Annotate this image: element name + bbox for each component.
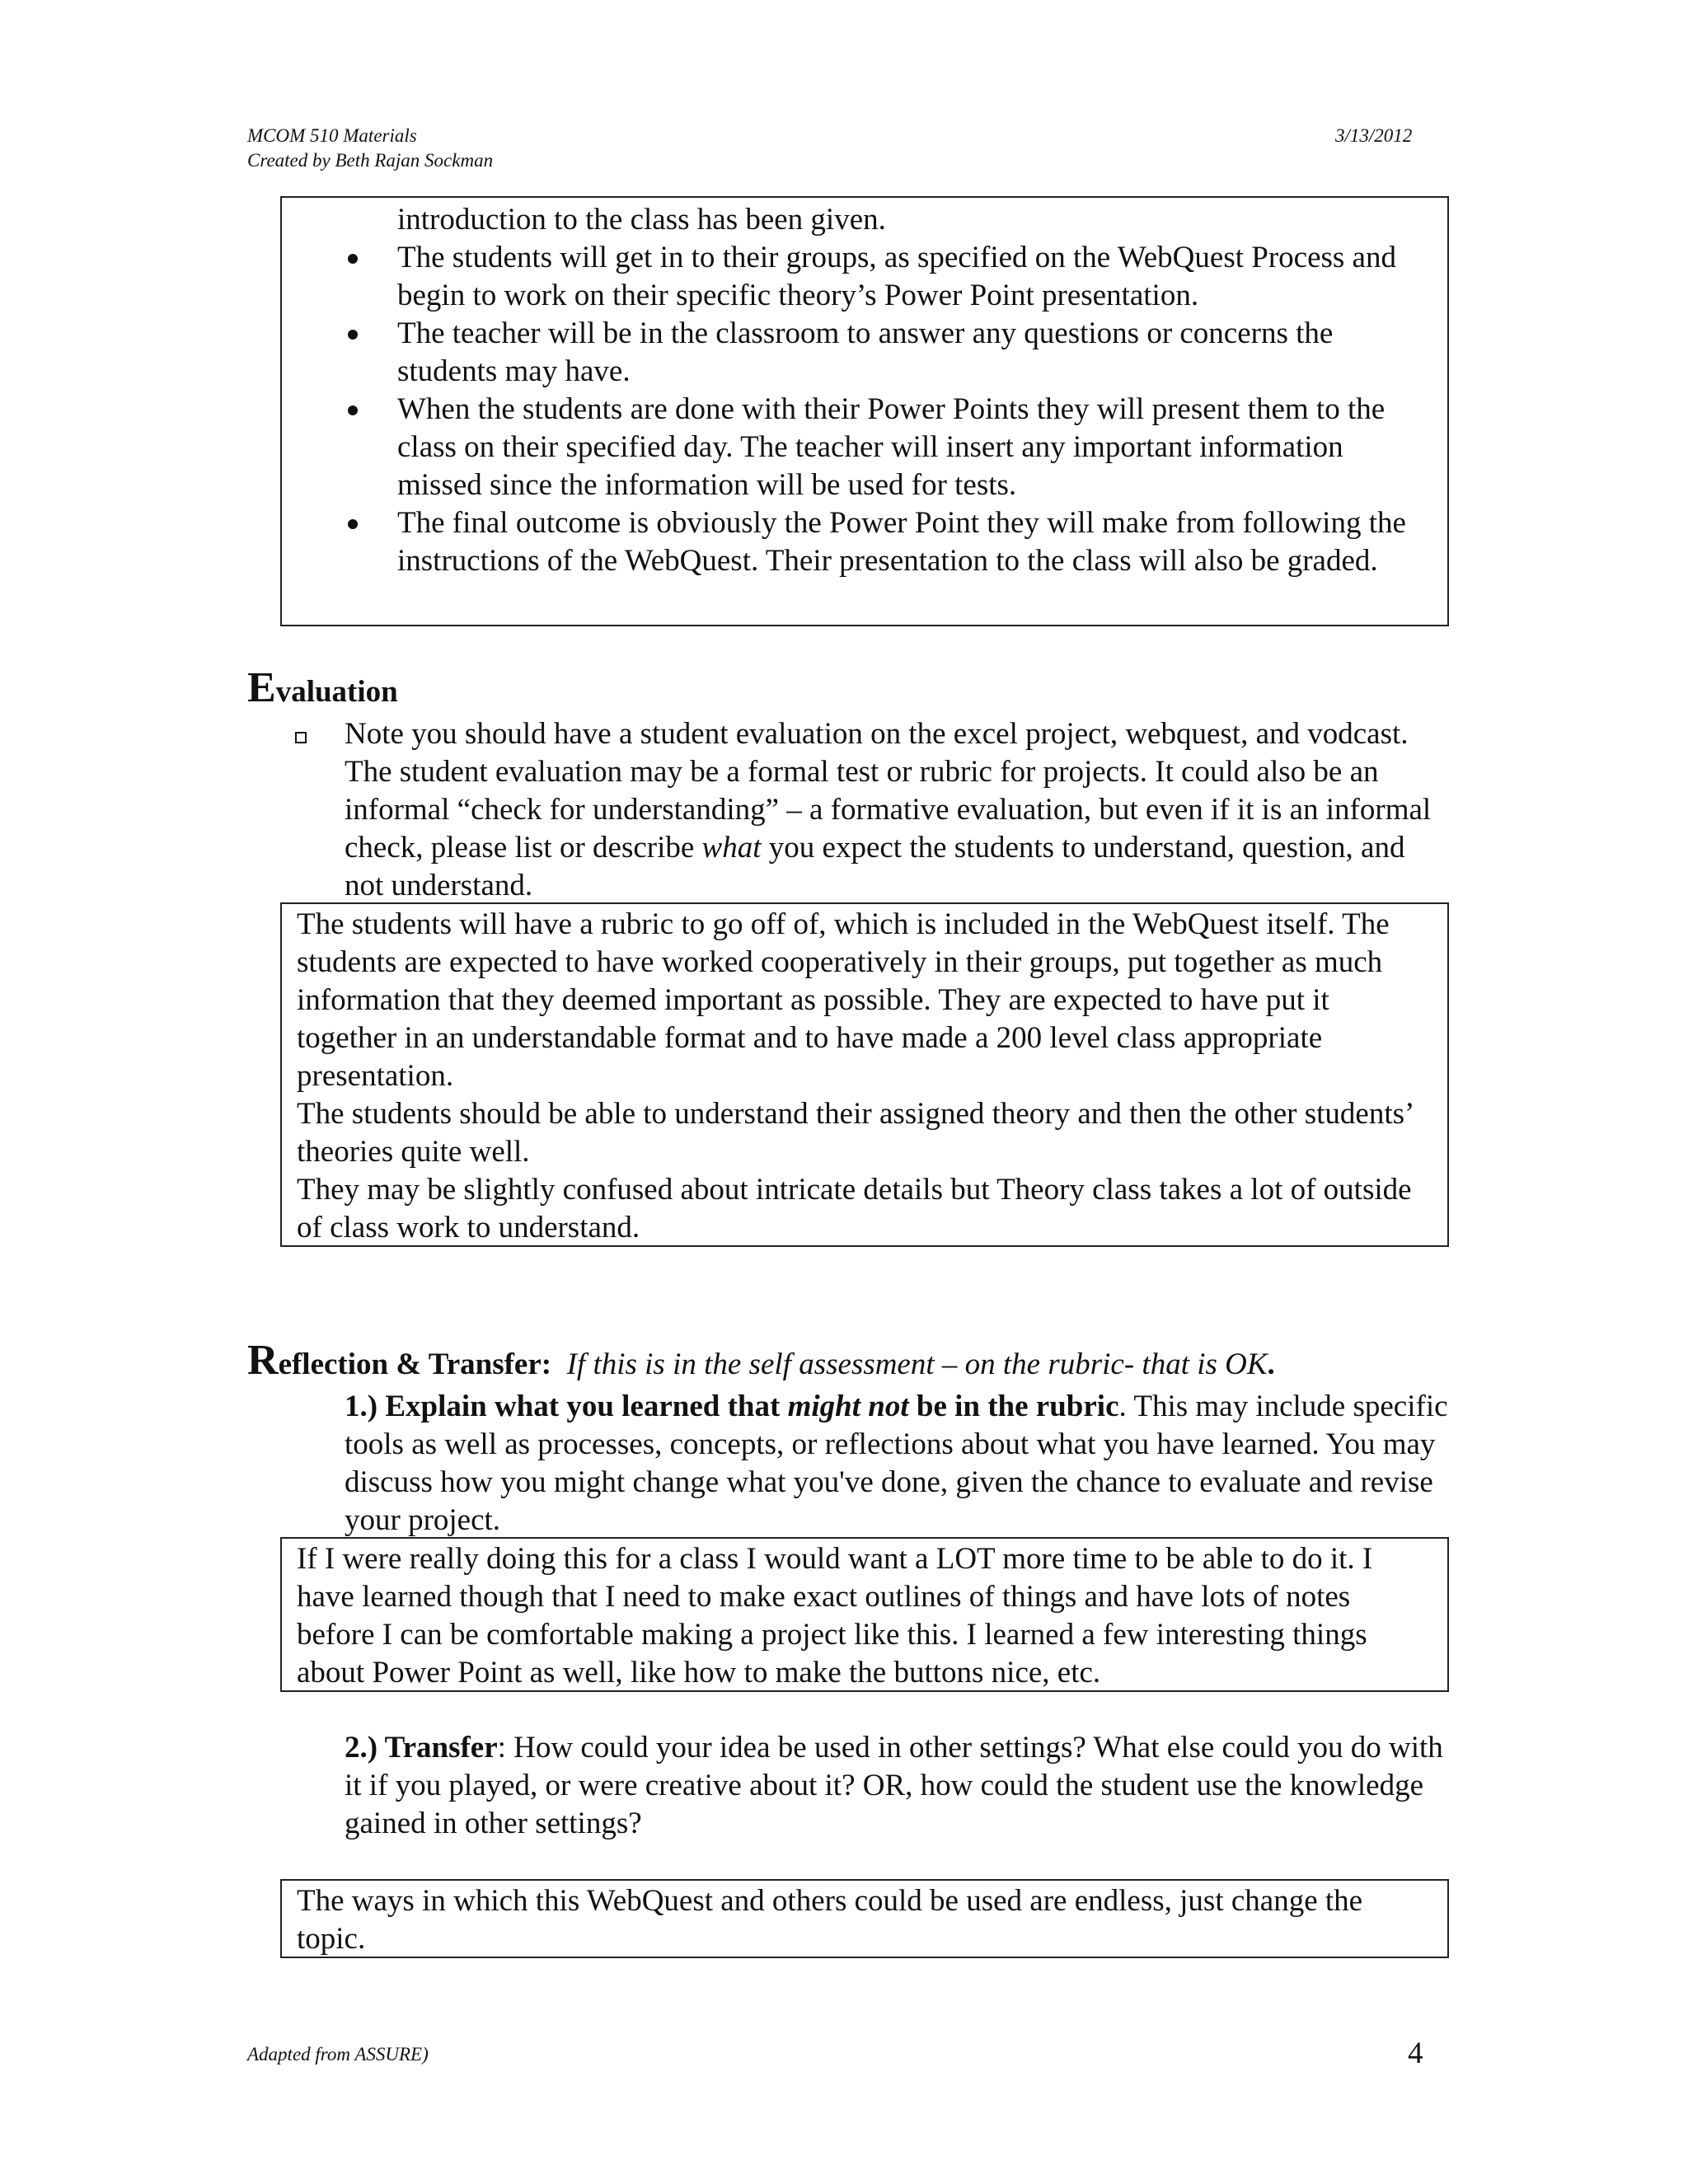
procedure-continuation: introduction to the class has been given. [397,203,886,237]
reflection-answer-2-box [280,1879,1449,1958]
bullet-icon [348,254,358,264]
procedure-bullet: When the students are done with their Power Points they will present them to the class on their specified day. The teacher will insert any important information missed since the information will be used for tests. [282,391,1423,504]
evaluation-answer-para: They may be slightly confused about intricate details but Theory class takes a lot of outside of class work to understand. [297,1173,1412,1244]
procedure-bullet-list [282,239,1423,580]
bullet-icon [348,330,358,340]
bullet-icon [348,405,358,415]
footer-source: Adapted from ASSURE) [247,2044,429,2064]
checkbox-bullet-icon [295,732,307,743]
reflection-question-1: 1.) Explain what you learned that might not be in the rubric. This may include specific tools as well as processes, concepts, or reflections about what you have learned. You may discuss how you might change what you've done, given the chance to evaluate and revise your project. [345,1390,1448,1537]
procedure-bullet: The students will get in to their groups, as specified on the WebQuest Process and begin to work on their specific theory’s Power Point presentation. [282,239,1423,315]
evaluation-answer-box [280,902,1449,1247]
reflection-answer-1: If I were really doing this for a class I would want a LOT more time to be able to do it. I have learned though that I need to make exact outlines of things and have lots of notes before I can be comfortable making a project like this. I learned a few interesting things about Power Point as well, like how to make the buttons nice, etc. [297,1542,1373,1690]
header-date: 3/13/2012 [1335,125,1413,146]
bullet-icon [348,519,358,529]
reflection-question-2: 2.) Transfer: How could your idea be used in other settings? What else could you do with it if you played, or were creative about it? OR, how could the student use the knowledge gained in other settings? [345,1731,1443,1840]
evaluation-note: Note you should have a student evaluation on the excel project, webquest, and vodcast. The student evaluation may be a formal test or rubric for projects. It could also be an informal “check for understanding” – a formative evaluation, but even if it is an informal check, please list or describe what you expect the students to understand, question, and not understand. [345,717,1432,902]
reflection-heading: Reflection & Transfer: If this is in the self assessment – on the rubric- that is OK. [247,1337,1275,1384]
reflection-answer-1-box [280,1537,1449,1692]
procedure-bullet: The teacher will be in the classroom to answer any questions or concerns the students may have. [282,315,1423,391]
evaluation-answer-para: The students should be able to understand their assigned theory and then the other students’ theories quite well. [297,1097,1413,1169]
procedure-box [280,196,1449,626]
procedure-bullet: The final outcome is obviously the Power Point they will make from following the instructions of the WebQuest. Their presentation to the class will also be graded. [282,504,1423,580]
page-number: 4 [1408,2036,1423,2070]
header-author: Created by Beth Rajan Sockman [247,150,494,171]
evaluation-heading: Evaluation [247,664,398,711]
header-course: MCOM 510 Materials [247,125,417,146]
reflection-answer-2: The ways in which this WebQuest and others could be used are endless, just change the topic. [297,1884,1363,1956]
evaluation-answer-para: The students will have a rubric to go off of, which is included in the WebQuest itself. The students are expected to have worked cooperatively in their groups, put together as much information that they deemed important as possible. They are expected to have put it together in an understandable format and to have made a 200 level class appropriate presentation. [297,907,1390,1093]
